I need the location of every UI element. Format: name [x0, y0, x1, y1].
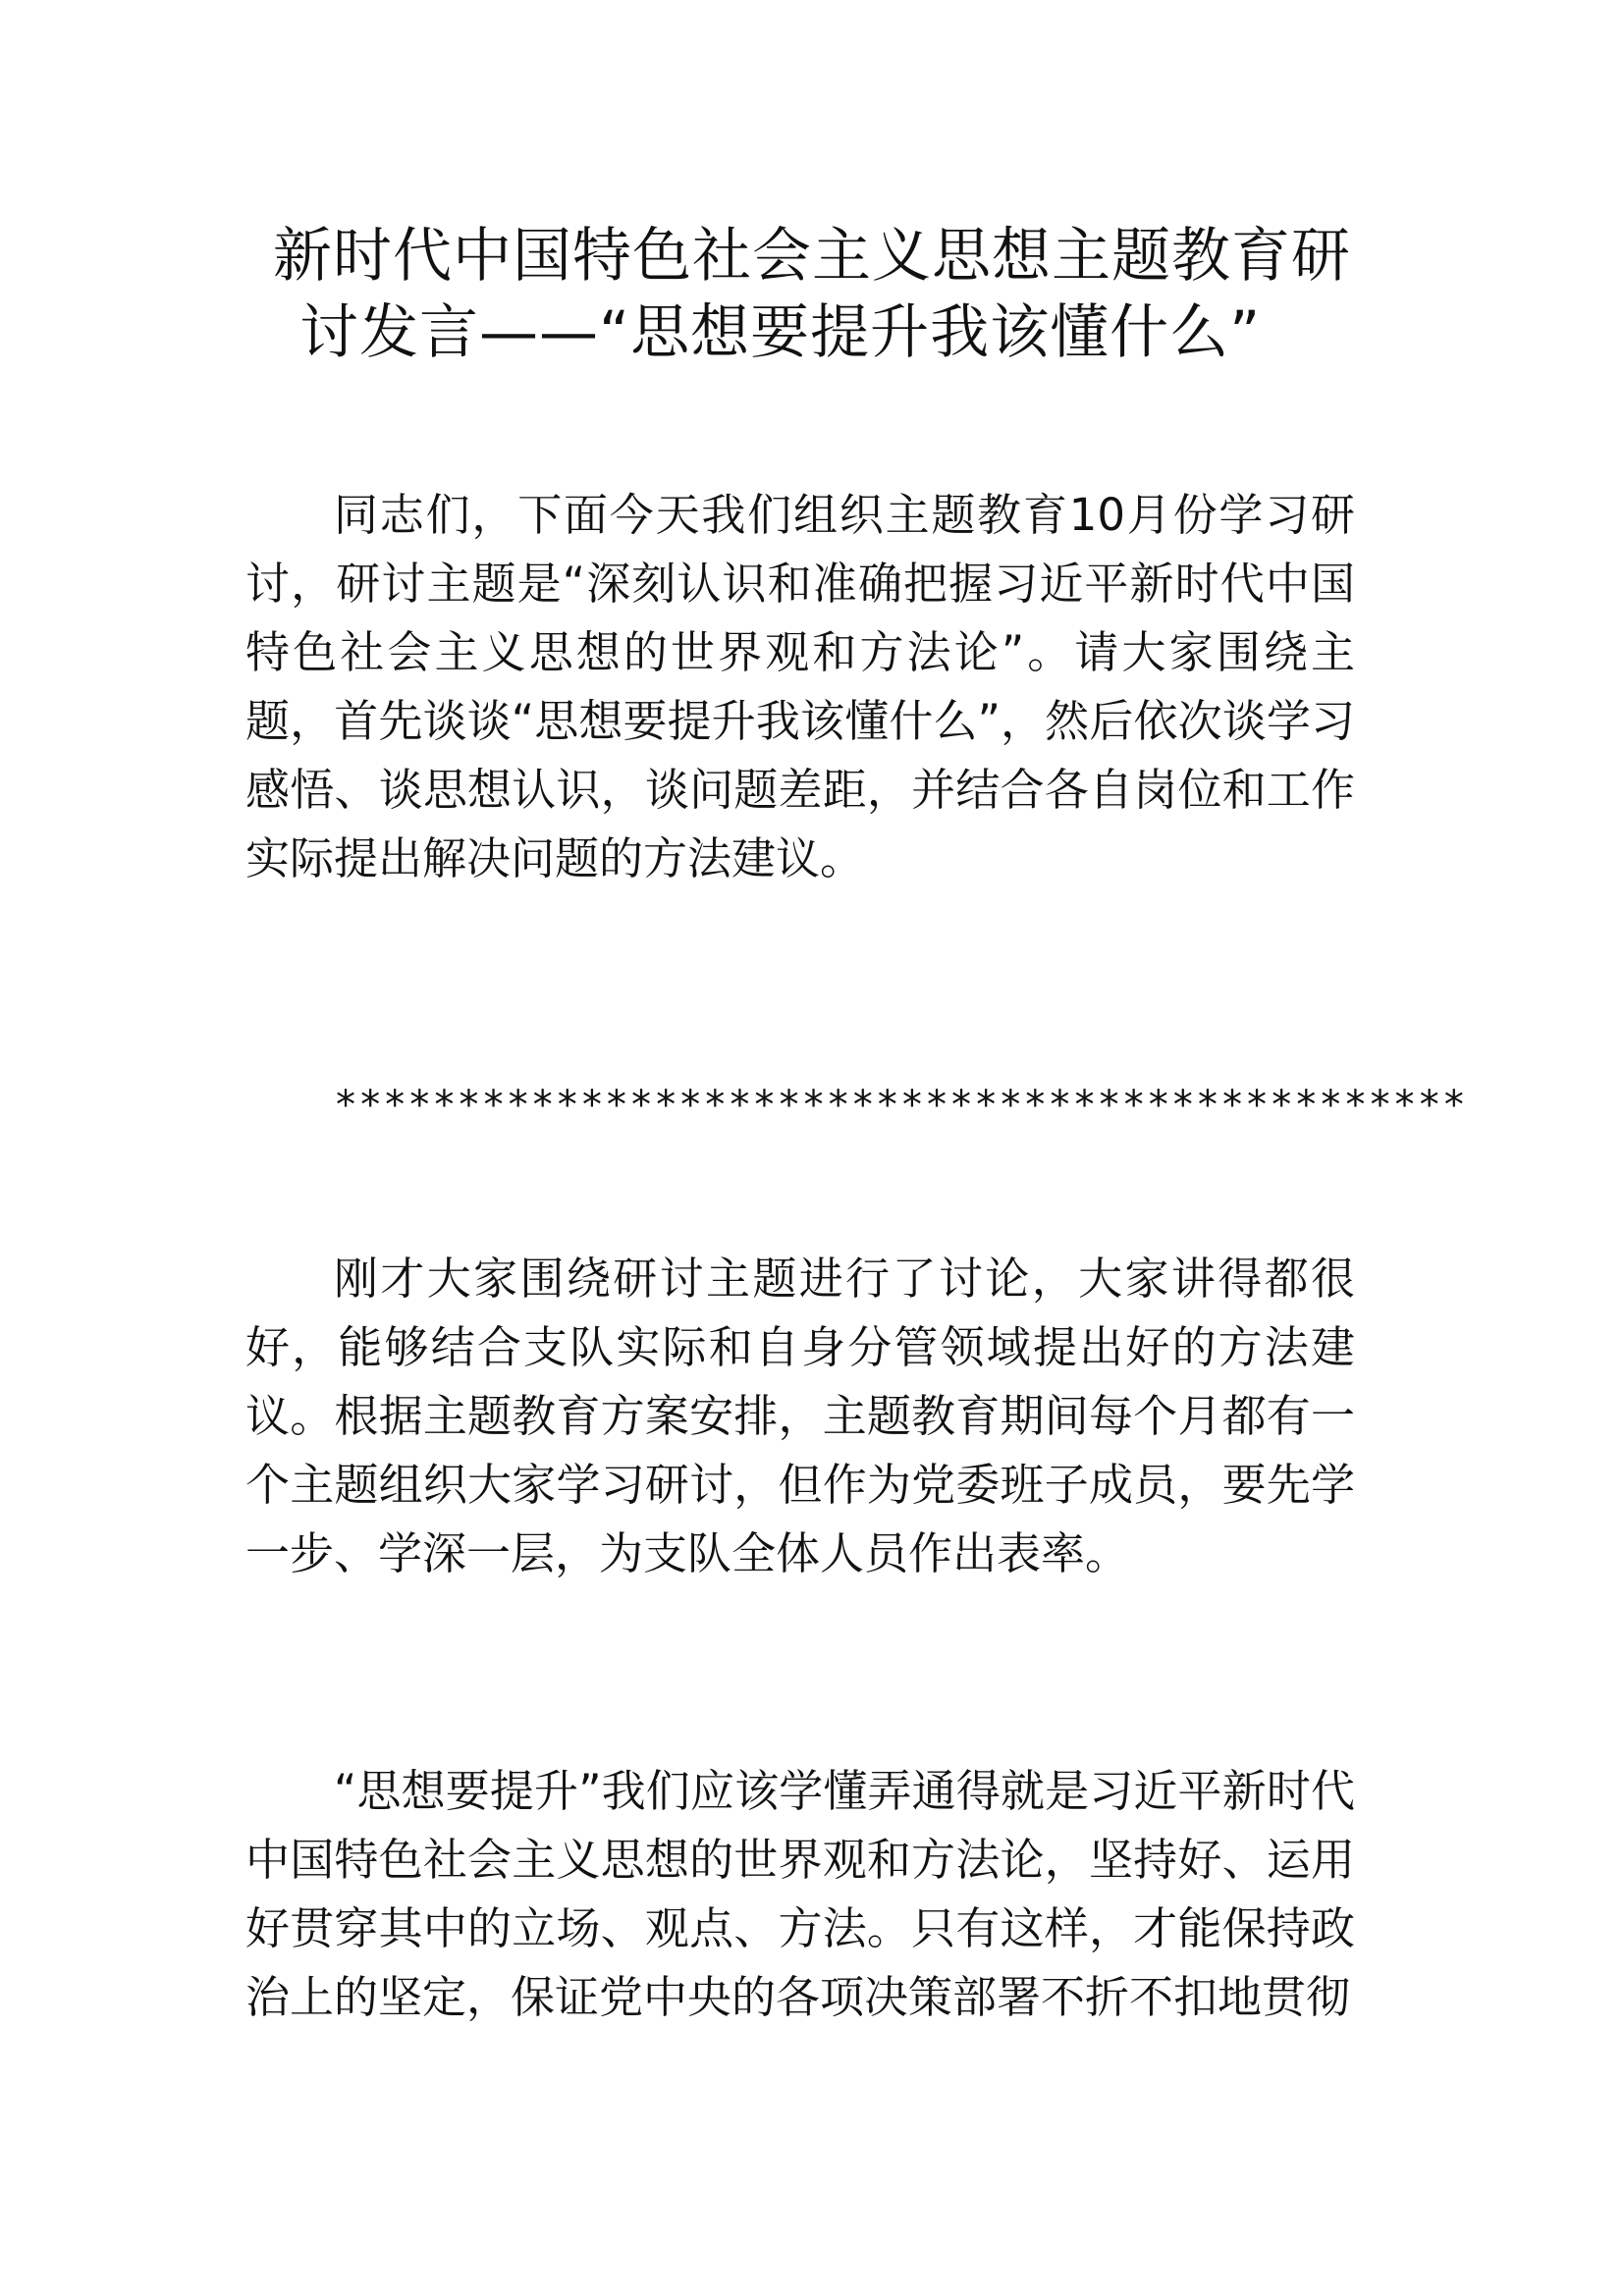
paragraph-thought-upgrade: “思想要提升”我们应该学懂弄通得就是习近平新时代中国特色社会主义思想的世界观和方法论，坚持好、运用好贯穿其中的立场、观点、方法。只有这样，才能保持政治上的坚定，保证党中央的各项决策部署不折不扣地贯彻 — [245, 1765, 1355, 2023]
separator-line: ********************************************** — [334, 1083, 1467, 1128]
title-line-1: 新时代中国特色社会主义思想主题教育研 — [273, 222, 1351, 291]
paragraph-intro: 同志们，下面今天我们组织主题教育10月份学习研讨，研讨主题是“深刻认识和准确把握习近平新时代中国特色社会主义思想的世界观和方法论”。请大家围绕主题，首先谈谈“思想要提升我该懂什么”，然后依次谈学习感悟、谈思想认识，谈问题差距，并结合各自岗位和工作实际提出解决问题的方法建议。 — [245, 489, 1355, 884]
paragraph-discussion-summary: 刚才大家围绕研讨主题进行了讨论，大家讲得都很好，能够结合支队实际和自身分管领域提出好的方法建议。根据主题教育方案安排，主题教育期间每个月都有一个主题组织大家学习研讨，但作为党委班子成员，要先学一步、学深一层，为支队全体人员作出表率。 — [245, 1253, 1355, 1579]
title-line-2: 讨发言——“思想要提升我该懂什么” — [299, 298, 1262, 367]
page-title — [245, 218, 1404, 371]
